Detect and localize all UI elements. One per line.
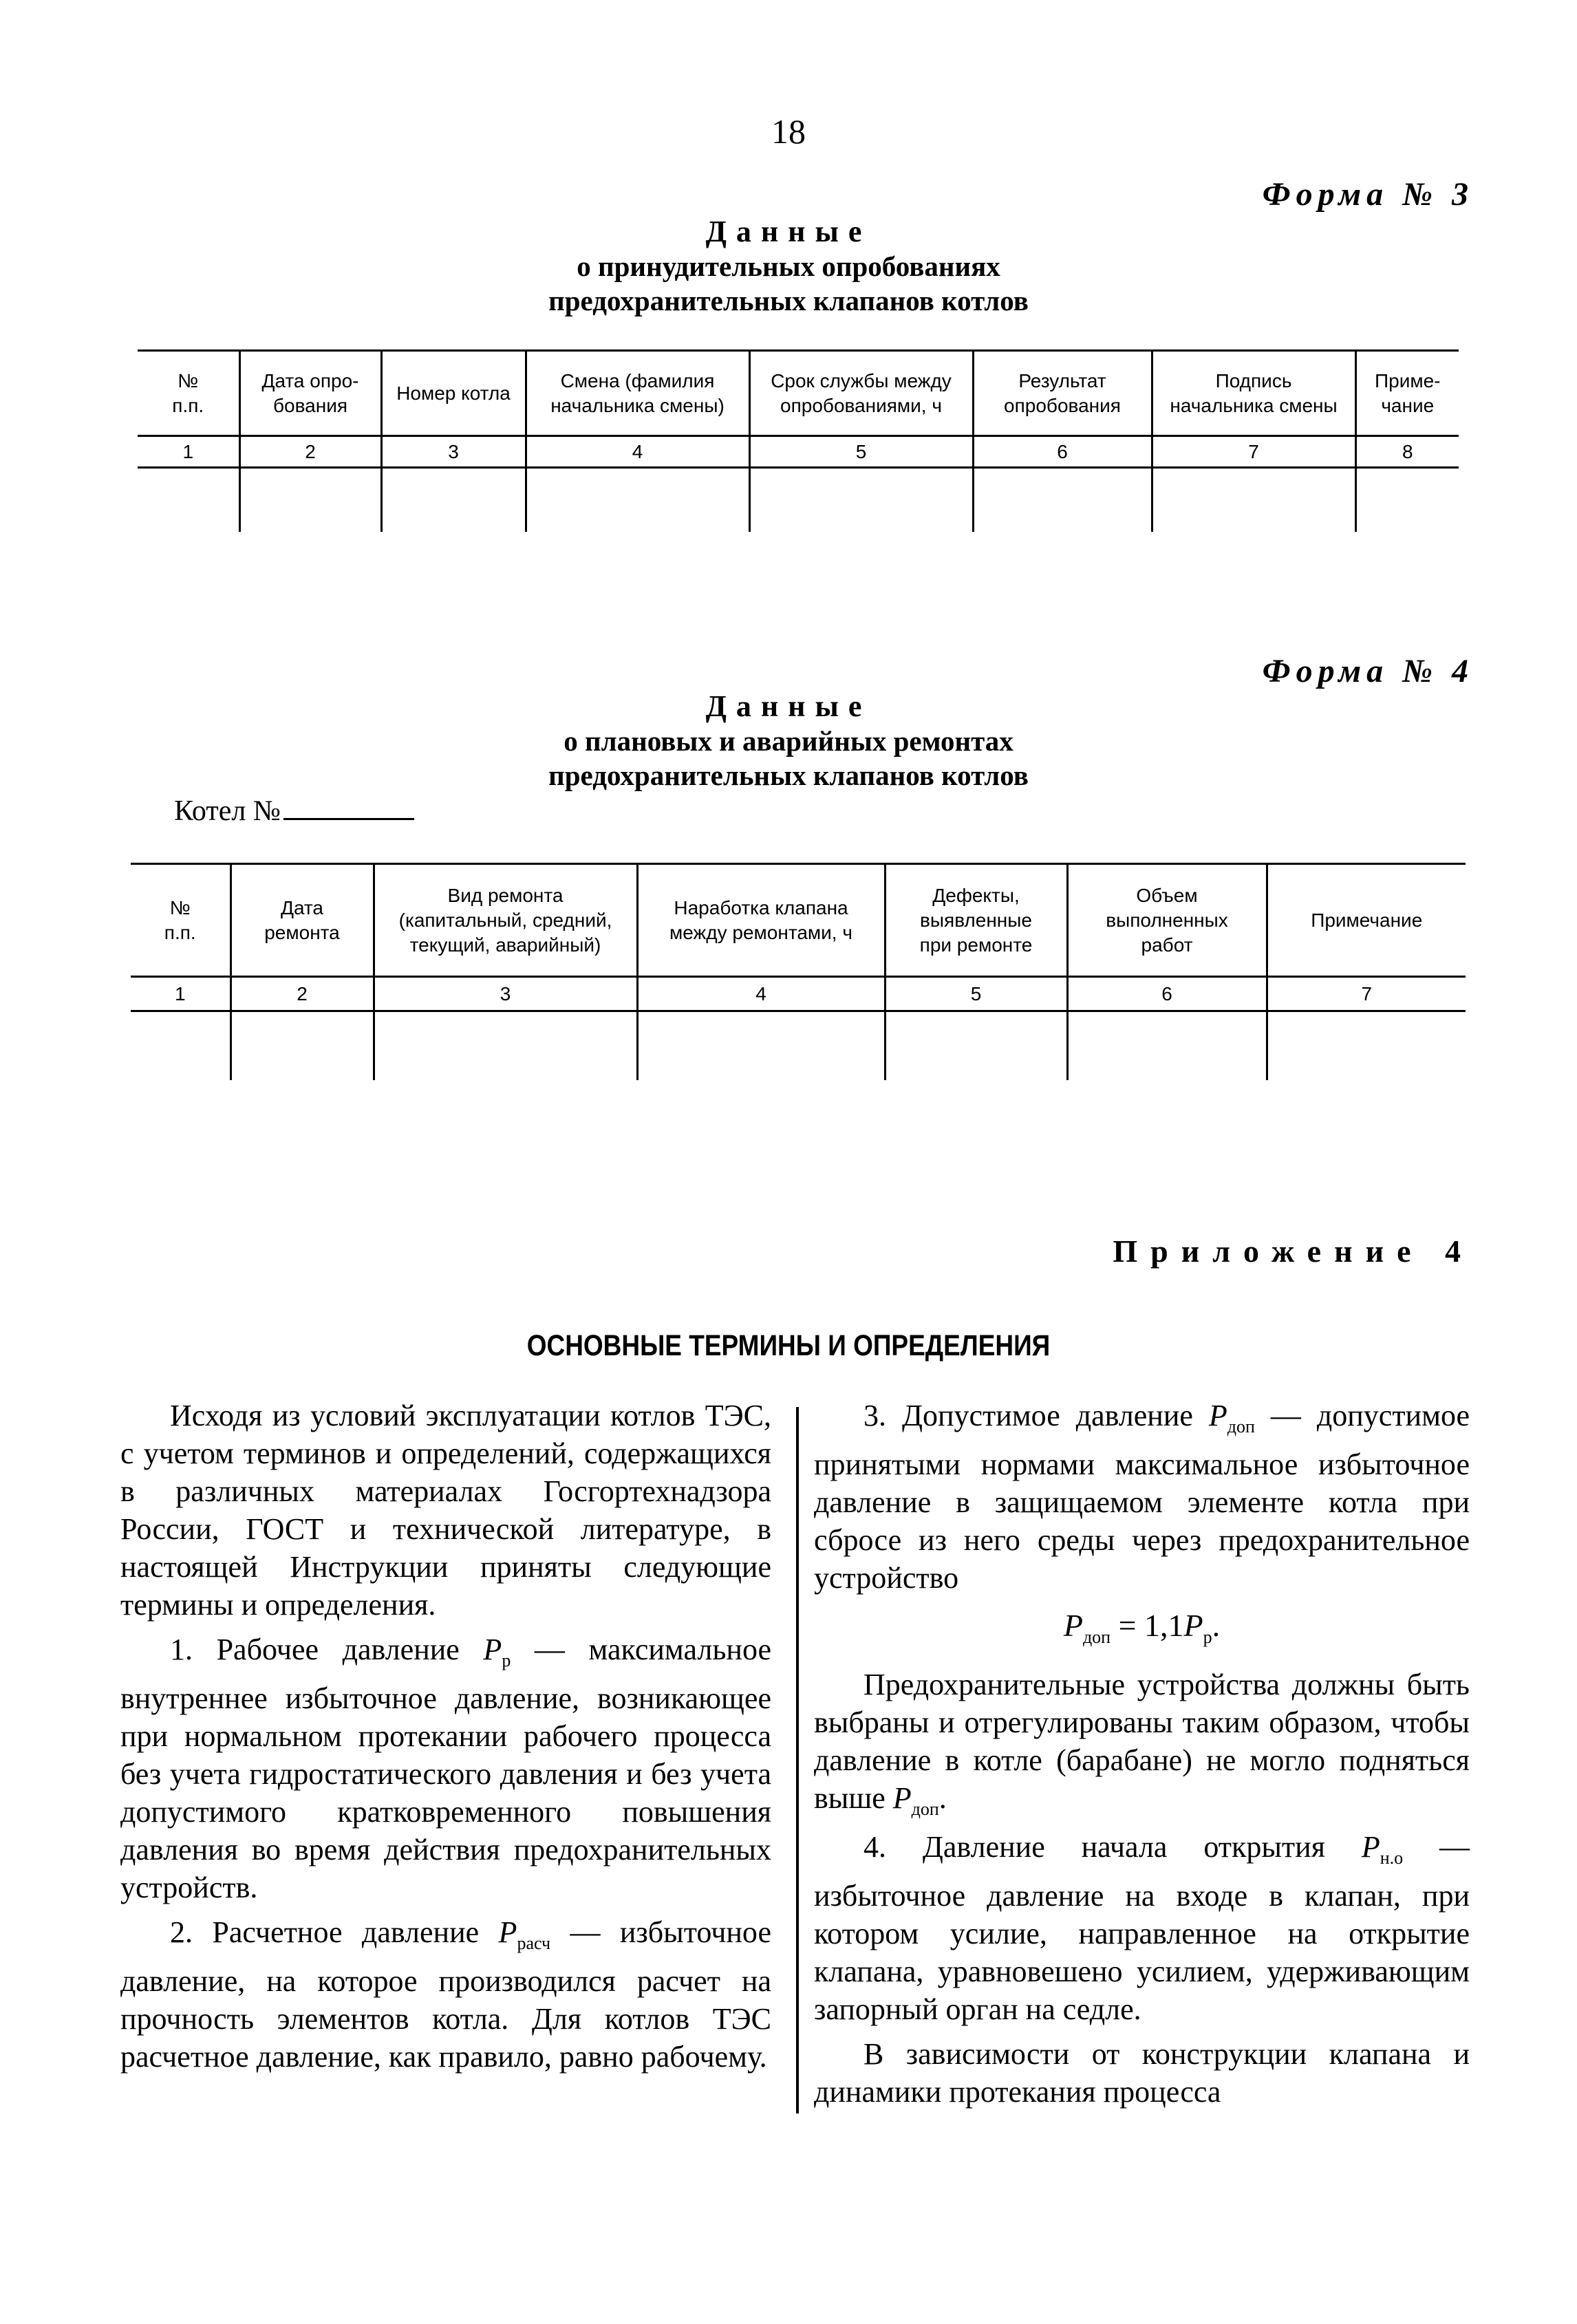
form3-label: Форма № 3	[1262, 176, 1474, 213]
form3-title-line2: о принудительных опробованиях	[577, 250, 1000, 282]
kotel-field	[174, 795, 414, 828]
table-header-line: бования	[272, 394, 347, 416]
table-header-line: между ремонтами, ч	[669, 921, 852, 943]
table-header-line: Вид ремонта	[447, 884, 564, 906]
table-header-line: Наработка клапана	[674, 896, 848, 918]
table-header-line: (капитальный, средний,	[398, 909, 612, 931]
table-empty-cell	[1067, 1011, 1267, 1080]
table-header-line: Смена (фамилия	[560, 369, 715, 391]
table-number-cell: 5	[885, 977, 1067, 1011]
kotel-blank-line	[283, 795, 414, 820]
intro-paragraph: Исходя из условий эксплуатации котлов ТЭС, с учетом терминов и определений, содержащихся в различных материалах Госгортехнадзора России, ГОСТ и технической литературе, в настоящей Инструкции приняты следующие термины и определения.	[120, 1399, 771, 1622]
term-3-body: — допустимое принятыми нормами максимальное избыточное давление в защищаемом элементе котла при сбросе из него среды через предохранительное устройство	[814, 1399, 1470, 1595]
table-empty-row	[131, 1011, 1466, 1080]
form4-table	[131, 863, 1466, 1080]
term-2-lead: 2. Расчетное давление	[170, 1915, 480, 1949]
term-2-symbol: P	[498, 1915, 517, 1949]
page-number: 18	[771, 112, 806, 151]
table-header-line: текущий, аварийный)	[409, 934, 601, 956]
formula-lhs-subscript: доп	[1082, 1626, 1111, 1647]
table-header-cell	[230, 864, 374, 977]
term-4-subscript: н.о	[1380, 1847, 1404, 1868]
right-column	[814, 1397, 1470, 2111]
term-1-symbol: P	[483, 1633, 502, 1666]
table-number-cell: 1	[138, 436, 239, 468]
table-header-line: п.п.	[172, 394, 204, 416]
term-4-lead: 4. Давление начала открытия	[863, 1829, 1325, 1864]
formula-operator: = 1,1	[1111, 1607, 1184, 1643]
safety-end: .	[938, 1780, 947, 1815]
safety-body: Предохранительные устройства должны быть выбраны и отрегулированы таким образом, чтобы давление в котле (барабане) не могло подняться выше	[814, 1667, 1470, 1815]
table-empty-cell	[973, 468, 1152, 532]
safety-symbol: P	[892, 1780, 912, 1815]
table-header-line: выполненных	[1106, 909, 1228, 931]
table-header-cell	[637, 864, 885, 977]
form3-table	[138, 349, 1459, 532]
term-1-subscript: р	[502, 1650, 511, 1670]
table-header-line: выявленные	[920, 909, 1032, 931]
table-header-cell	[526, 351, 749, 436]
term-2-paragraph	[120, 1913, 771, 2076]
term-4-body: — избыточное давление на входе в клапан, при котором усилие, направленное на открытие клапана, уравновешено усилием, удерживающим запорный орган на седле.	[814, 1829, 1470, 2026]
table-header-cell	[239, 351, 381, 436]
table-empty-cell	[749, 468, 973, 532]
term-4-symbol: P	[1361, 1829, 1380, 1864]
table-number-cell: 7	[1267, 977, 1466, 1011]
table-empty-cell	[138, 468, 239, 532]
formula-lhs-symbol: P	[1063, 1607, 1083, 1643]
table-empty-cell	[374, 1011, 637, 1080]
table-header-cell	[749, 351, 973, 436]
table-number-cell: 2	[230, 977, 374, 1011]
table-header-cell	[131, 864, 230, 977]
table-number-row	[131, 977, 1466, 1011]
table-header-line: Подпись	[1215, 369, 1292, 391]
table-header-row	[131, 864, 1466, 977]
table-empty-cell	[1152, 468, 1355, 532]
form4-title-word: Данные	[705, 689, 872, 723]
table-header-line: чание	[1381, 394, 1435, 416]
table-empty-cell	[1267, 1011, 1466, 1080]
table-header-cell	[973, 351, 1152, 436]
table-header-line: Дефекты,	[932, 884, 1020, 906]
table-header-line: при ремонте	[919, 934, 1033, 956]
form3-table-body	[138, 351, 1459, 532]
form4-table-body	[131, 864, 1466, 1080]
closing-paragraph: В зависимости от конструкции клапана и динамики протекания процесса	[814, 2036, 1470, 2109]
kotel-label: Котел №	[174, 795, 281, 827]
table-header-cell	[885, 864, 1067, 977]
table-empty-cell	[1355, 468, 1459, 532]
table-number-cell: 4	[637, 977, 885, 1011]
table-header-line: начальника смены	[1170, 394, 1338, 416]
term-1-body: — максимальное внутреннее избыточное давление, возникающее при нормальном протекании рабочего процесса без учета гидростатического давления и без учета допустимого кратковременного повышения давления во время действия предохранительных устройств.	[120, 1633, 772, 1904]
table-number-cell: 6	[1067, 977, 1267, 1011]
table-empty-cell	[239, 468, 381, 532]
table-header-cell	[1267, 864, 1466, 977]
table-empty-cell	[230, 1011, 374, 1080]
term-1-lead: 1. Рабочее давление	[170, 1633, 460, 1666]
table-number-cell: 3	[374, 977, 637, 1011]
table-header-line: ремонта	[264, 921, 340, 943]
table-header-line: Номер котла	[396, 382, 511, 404]
form3-title-line3: предохранительных клапанов котлов	[548, 285, 1029, 316]
form4-title	[0, 689, 1577, 793]
term-3-subscript: доп	[1227, 1416, 1255, 1437]
table-number-cell: 8	[1355, 436, 1459, 468]
appendix-label: Приложение 4	[1113, 1234, 1474, 1269]
formula-rhs-subscript: р	[1203, 1626, 1212, 1647]
safety-subscript: доп	[911, 1798, 939, 1819]
table-header-cell	[1355, 351, 1459, 436]
safety-paragraph	[814, 1666, 1470, 1828]
form3-title	[0, 215, 1577, 318]
table-header-line: Приме-	[1375, 369, 1441, 391]
table-header-cell	[1152, 351, 1355, 436]
table-header-cell	[374, 864, 637, 977]
table-empty-cell	[526, 468, 749, 532]
table-empty-cell	[637, 1011, 885, 1080]
form3-title-word: Данные	[705, 215, 872, 248]
table-header-line: №	[178, 369, 199, 391]
term-2-body: — избыточное давление, на которое производился расчет на прочность элементов котла. Для котлов ТЭС расчетное давление, как правило, равно рабочему.	[120, 1915, 771, 2074]
term-3-lead: 3. Допустимое давление	[863, 1399, 1193, 1432]
form4-label: Форма № 4	[1262, 653, 1474, 689]
table-empty-row	[138, 468, 1459, 532]
table-empty-cell	[885, 1011, 1067, 1080]
table-header-line: п.п.	[164, 921, 196, 943]
formula-end: .	[1212, 1607, 1221, 1643]
section-title: ОСНОВНЫЕ ТЕРМИНЫ И ОПРЕДЕЛЕНИЯ	[526, 1329, 1051, 1362]
table-number-cell: 2	[239, 436, 381, 468]
table-header-line: опробования	[1004, 394, 1121, 416]
formula-rhs-symbol: P	[1183, 1607, 1203, 1643]
table-header-row	[138, 351, 1459, 436]
table-number-cell: 3	[381, 436, 526, 468]
table-header-line: Дата опро-	[261, 369, 359, 391]
term-1-paragraph	[120, 1631, 771, 1906]
table-header-line: Объем	[1136, 884, 1198, 906]
formula	[814, 1606, 1470, 1656]
table-empty-cell	[381, 468, 526, 532]
table-header-line: работ	[1141, 934, 1193, 956]
table-number-cell: 1	[131, 977, 230, 1011]
term-4-paragraph	[814, 1828, 1470, 2028]
table-header-line: Результат	[1018, 369, 1106, 391]
table-number-cell: 4	[526, 436, 749, 468]
term-3-paragraph	[814, 1397, 1470, 1597]
column-divider	[796, 1407, 799, 2113]
term-3-symbol: P	[1208, 1399, 1227, 1432]
table-header-line: Примечание	[1311, 909, 1423, 931]
table-header-cell	[1067, 864, 1267, 977]
table-number-cell: 5	[749, 436, 973, 468]
table-empty-cell	[131, 1011, 230, 1080]
table-header-cell	[381, 351, 526, 436]
table-number-row	[138, 436, 1459, 468]
table-header-line: опробованиями, ч	[780, 394, 942, 416]
table-header-line: Срок службы между	[771, 369, 952, 391]
table-number-cell: 6	[973, 436, 1152, 468]
term-2-subscript: расч	[517, 1933, 551, 1953]
table-number-cell: 7	[1152, 436, 1355, 468]
table-header-cell	[138, 351, 239, 436]
table-header-line: Дата	[280, 896, 323, 918]
table-header-line: начальника смены)	[550, 394, 725, 416]
table-header-line: №	[169, 896, 191, 918]
left-column	[120, 1397, 771, 2076]
form4-title-line3: предохранительных клапанов котлов	[548, 760, 1029, 791]
form4-title-line2: о плановых и аварийных ремонтах	[564, 725, 1013, 757]
